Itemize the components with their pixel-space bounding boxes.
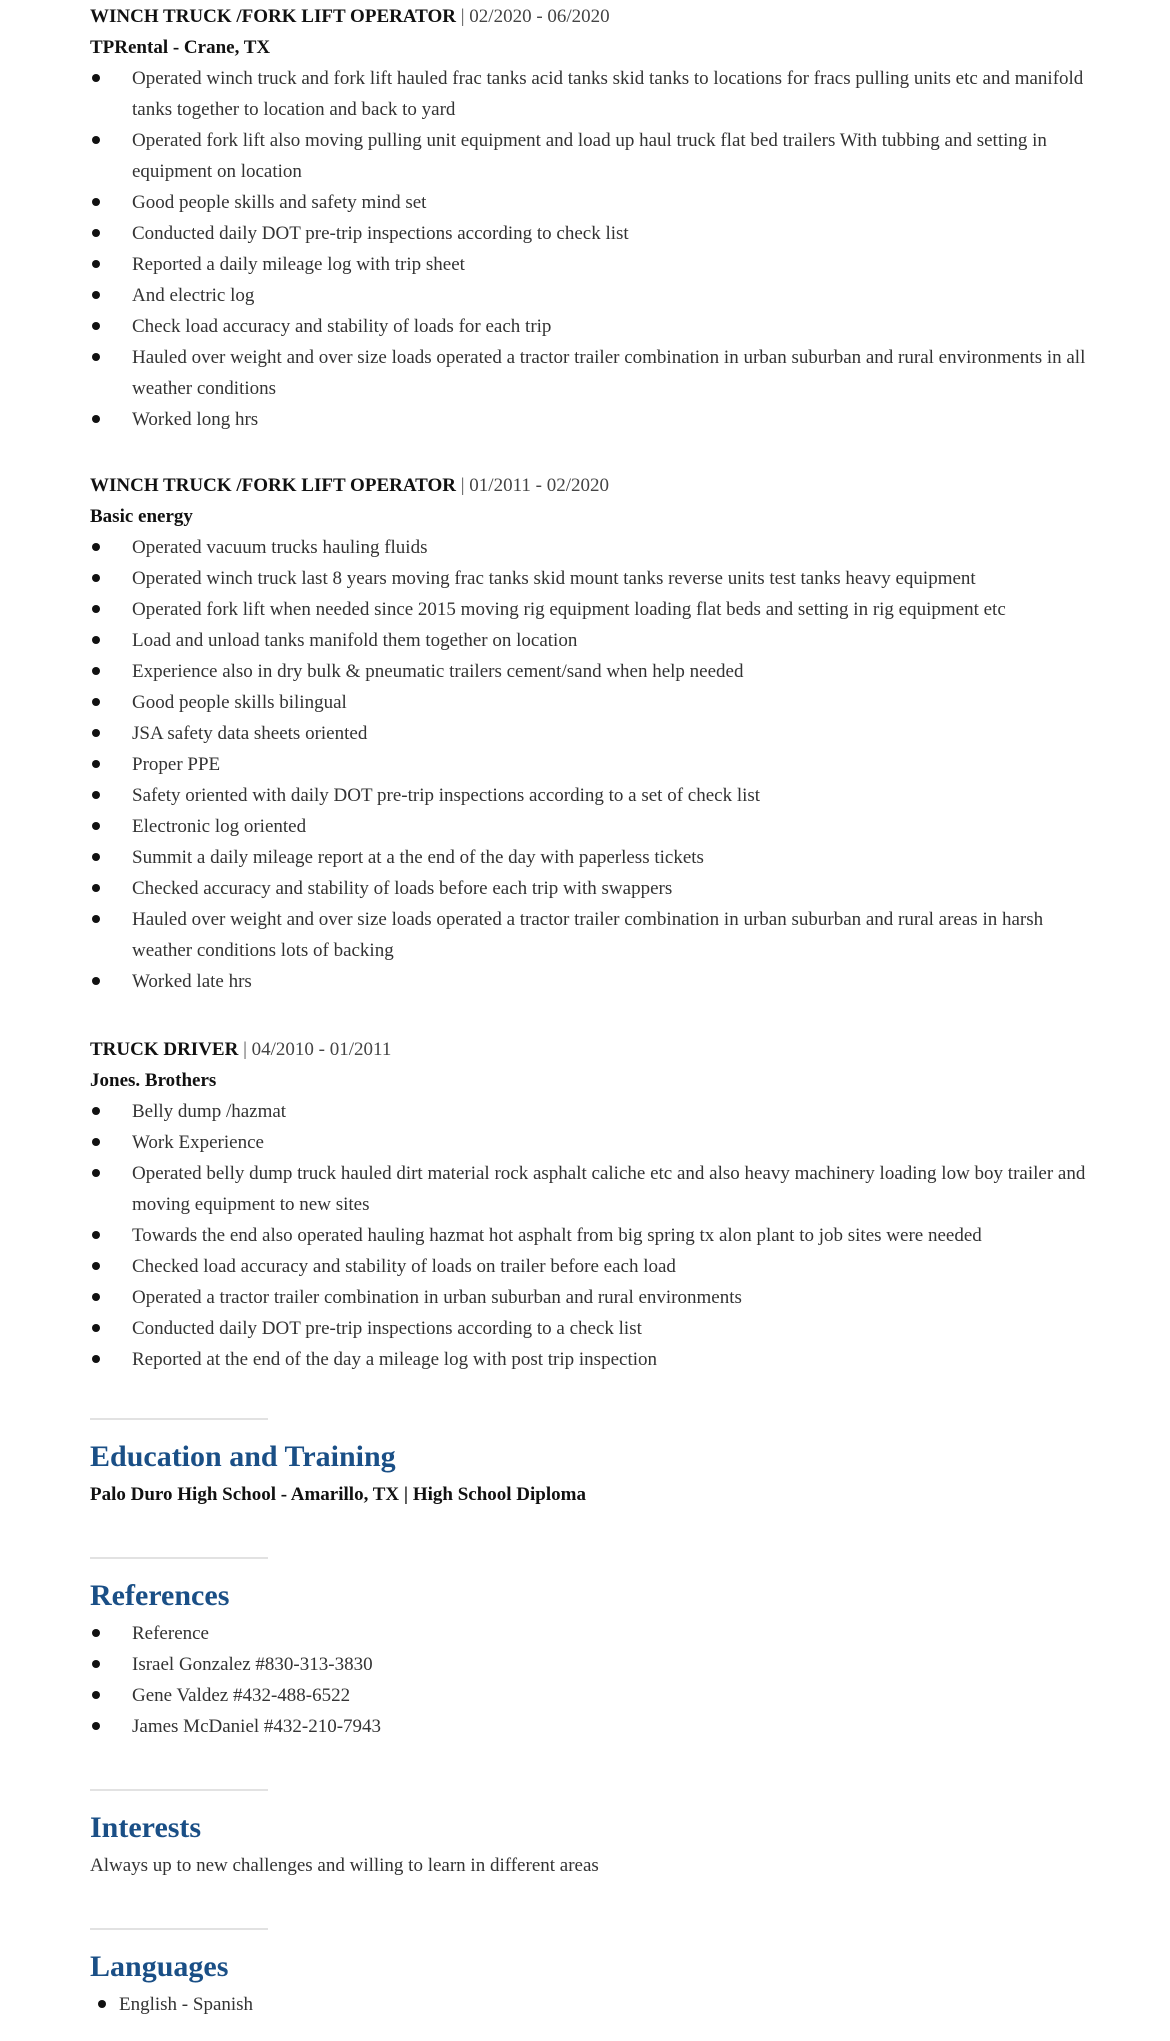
- job-bullets: [90, 1096, 1090, 1375]
- job-header: [90, 1, 1090, 32]
- job-title: WINCH TRUCK /FORK LIFT OPERATOR: [90, 6, 456, 27]
- job-bullets: [90, 63, 1090, 435]
- references-section: [90, 1576, 1090, 1742]
- section-divider: [90, 1928, 268, 1930]
- interests-section: [90, 1808, 1090, 1881]
- bullet-item: Experience also in dry bulk & pneumatic trailers cement/sand when help needed: [90, 656, 1090, 687]
- bullet-item: Checked accuracy and stability of loads before each trip with swappers: [90, 873, 1090, 904]
- job-header: [90, 470, 1090, 501]
- job-title: TRUCK DRIVER: [90, 1039, 239, 1060]
- bullet-item: Belly dump /hazmat: [90, 1096, 1090, 1127]
- references-list: [90, 1618, 1090, 1742]
- bullet-item: Hauled over weight and over size loads operated a tractor trailer combination in urban suburban and rural areas in harsh weather conditions lots of backing: [90, 904, 1090, 966]
- job-dates: 04/2010 - 01/2011: [251, 1039, 392, 1060]
- bullet-item: And electric log: [90, 280, 1090, 311]
- bullet-item: Load and unload tanks manifold them together on location: [90, 625, 1090, 656]
- bullet-item: Worked long hrs: [90, 404, 1090, 435]
- bullet-item: Conducted daily DOT pre-trip inspections according to a check list: [90, 1313, 1090, 1344]
- reference-item: Israel Gonzalez #830-313-3830: [90, 1649, 1090, 1680]
- bullet-item: Operated belly dump truck hauled dirt material rock asphalt caliche etc and also heavy machinery loading low boy trailer and moving equipment to new sites: [90, 1158, 1090, 1220]
- job-separator: |: [460, 6, 465, 27]
- job-entry: [90, 470, 1090, 997]
- job-title: WINCH TRUCK /FORK LIFT OPERATOR: [90, 475, 456, 496]
- bullet-item: Conducted daily DOT pre-trip inspections according to check list: [90, 218, 1090, 249]
- section-divider: [90, 1557, 268, 1559]
- interests-text: Always up to new challenges and willing to learn in different areas: [90, 1855, 599, 1876]
- bullet-item: Proper PPE: [90, 749, 1090, 780]
- bullet-item: Operated fork lift when needed since 2015 moving rig equipment loading flat beds and setting in rig equipment etc: [90, 594, 1090, 625]
- languages-section: [90, 1947, 1090, 2020]
- employer: Basic energy: [90, 506, 193, 527]
- section-divider: [90, 1418, 268, 1420]
- job-dates: 02/2020 - 06/2020: [469, 6, 610, 27]
- section-divider: [90, 1789, 268, 1791]
- bullet-item: Towards the end also operated hauling hazmat hot asphalt from big spring tx alon plant to job sites were needed: [90, 1220, 1090, 1251]
- reference-item: Reference: [90, 1618, 1090, 1649]
- job-entry: [90, 1, 1090, 435]
- employer: Jones. Brothers: [90, 1070, 217, 1091]
- bullet-item: Safety oriented with daily DOT pre-trip inspections according to a set of check list: [90, 780, 1090, 811]
- job-entry: [90, 1034, 1090, 1375]
- bullet-item: Operated winch truck and fork lift hauled frac tanks acid tanks skid tanks to locations for fracs pulling units etc and manifold tanks together to location and back to yard: [90, 63, 1090, 125]
- bullet-item: Operated winch truck last 8 years moving frac tanks skid mount tanks reverse units test tanks heavy equipment: [90, 563, 1090, 594]
- job-dates: 01/2011 - 02/2020: [469, 475, 609, 496]
- bullet-item: Good people skills and safety mind set: [90, 187, 1090, 218]
- education-section: [90, 1437, 1090, 1510]
- section-heading-languages: Languages: [90, 1950, 229, 1983]
- bullet-item: Operated fork lift also moving pulling unit equipment and load up haul truck flat bed trailers With tubbing and setting in equipment on location: [90, 125, 1090, 187]
- employer: TPRental - Crane, TX: [90, 37, 271, 58]
- languages-list: [90, 1989, 1090, 2020]
- job-bullets: [90, 532, 1090, 997]
- bullet-item: Hauled over weight and over size loads operated a tractor trailer combination in urban suburban and rural environments in all weather conditions: [90, 342, 1090, 404]
- bullet-item: Operated a tractor trailer combination in urban suburban and rural environments: [90, 1282, 1090, 1313]
- job-header: [90, 1034, 1090, 1065]
- bullet-item: Reported a daily mileage log with trip sheet: [90, 249, 1090, 280]
- bullet-item: Summit a daily mileage report at a the end of the day with paperless tickets: [90, 842, 1090, 873]
- bullet-item: Work Experience: [90, 1127, 1090, 1158]
- reference-item: James McDaniel #432-210-7943: [90, 1711, 1090, 1742]
- bullet-item: Operated vacuum trucks hauling fluids: [90, 532, 1090, 563]
- bullet-item: Reported at the end of the day a mileage log with post trip inspection: [90, 1344, 1090, 1375]
- education-entry: Palo Duro High School - Amarillo, TX | High School Diploma: [90, 1484, 586, 1505]
- section-heading-education: Education and Training: [90, 1440, 396, 1473]
- bullet-item: JSA safety data sheets oriented: [90, 718, 1090, 749]
- job-separator: |: [460, 475, 465, 496]
- section-heading-interests: Interests: [90, 1811, 202, 1844]
- section-heading-references: References: [90, 1579, 230, 1612]
- bullet-item: Good people skills bilingual: [90, 687, 1090, 718]
- language-item: English - Spanish: [90, 1989, 1090, 2020]
- bullet-item: Electronic log oriented: [90, 811, 1090, 842]
- bullet-item: Checked load accuracy and stability of loads on trailer before each load: [90, 1251, 1090, 1282]
- bullet-item: Worked late hrs: [90, 966, 1090, 997]
- job-separator: |: [243, 1039, 247, 1060]
- reference-item: Gene Valdez #432-488-6522: [90, 1680, 1090, 1711]
- bullet-item: Check load accuracy and stability of loads for each trip: [90, 311, 1090, 342]
